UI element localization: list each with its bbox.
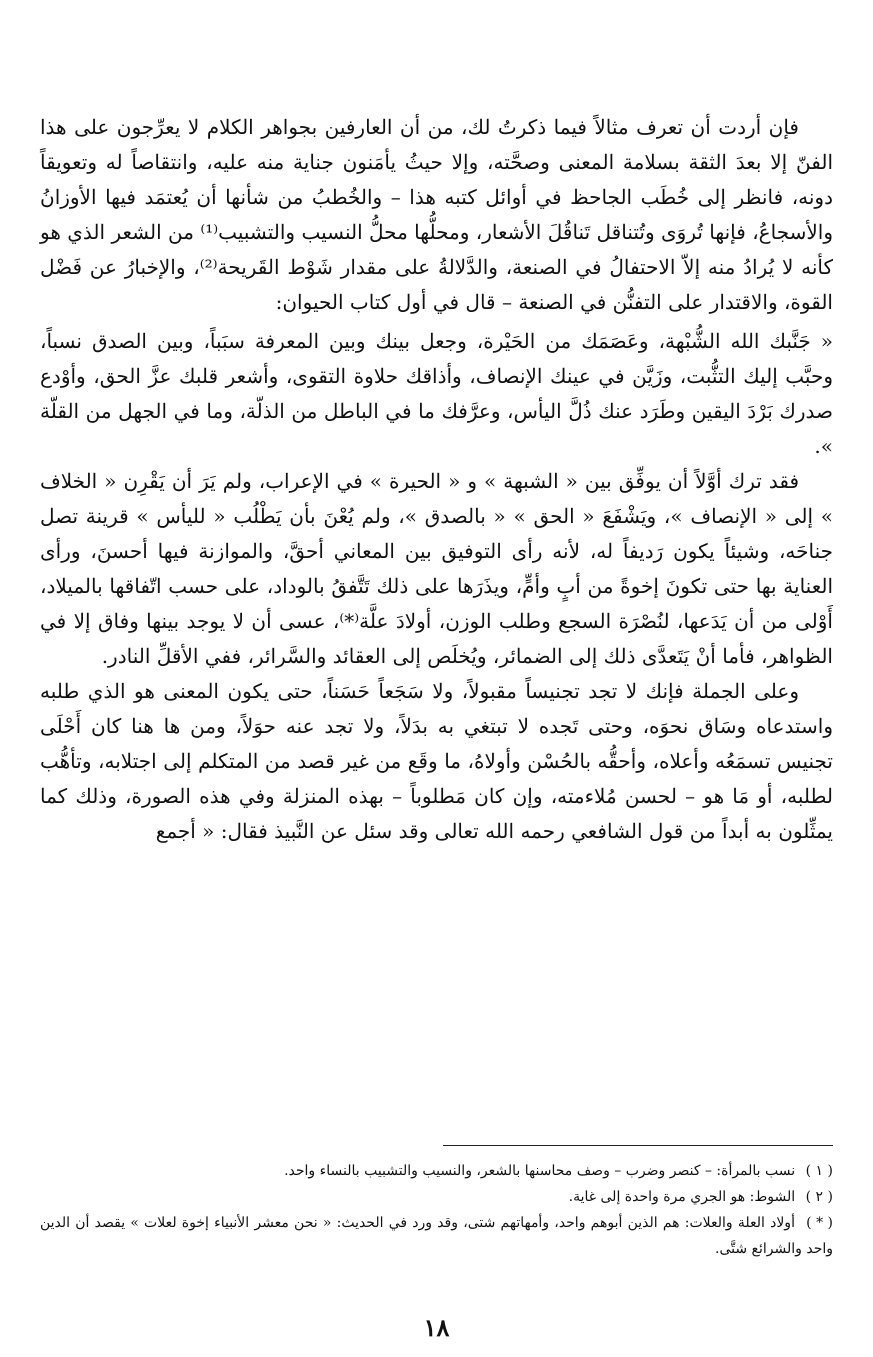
- footnote-marker: ( ٢ ): [805, 1189, 833, 1205]
- paragraph: فقد ترك أوَّلاً أن يوفِّق بين « الشبهة » و « الحيرة » في الإعراب، ولم يَرَ أن يَقْرِن « الخلاف » إلى « الإنصاف »، ويَشْفَعَ « الحق » « بالصدق »، ولم يُعْنَ بأن يَطْلُب « لليأس » قرينة تصل جناحَه، وشيئاً يكون رَديفاً له، لأنه رأى التوفيق بين المعاني أحقَّ، والموازنة فيها أحسنَ، ورأى العناية بها حتى تكونَ إخوةً من أبٍ وأمٍّ، ويذَرَها على ذلك تَتَّفقُ بالوداد، على حسب اتّفاقها بالميلاد، أَوْلى من أن يَدَعها، لنُصْرَة السجع وطلب الوزن، أولادَ علَّة⁽*⁾، عسى أن لا يوجد بينها وفاق إلا في الظواهر، فأما أنْ يَتَعدَّى ذلك إلى الضمائر، ويُخلَص إلى العقائد والسَّرائر، ففي الأقلِّ النادر.: [40, 469, 833, 668]
- footnote-text: الشوط: هو الجري مرة واحدة إلى غاية.: [568, 1189, 796, 1205]
- main-text: [40, 110, 833, 849]
- footnote-divider: [443, 1145, 833, 1146]
- footnote: [40, 1158, 833, 1184]
- page-number: ١٨: [423, 1313, 450, 1342]
- paragraph: وعلى الجملة فإنك لا تجد تجنيساً مقبولاً، ولا سَجَعاً حَسَناً، حتى يكون المعنى هو الذي طلبه واستدعاه وسَاق نحوَه، وحتى تَجده لا تبتغي به بدَلاً، ولا تجد عنه حوَلاً، ومن ها هنا كان أَحْلَى تجنيس تسمَعُه وأعلاه، وأحقُّه بالحُسْن وأولاهُ، ما وقَع من غير قصد من المتكلم إلى اجتلابه، وتأهُّب لطلبه، أو مَا هو – لحسن مُلاءمته، وإن كان مَطلوباً – بهذه المنزلة وفي هذه الصورة، وذلك كما يمثِّلون به أبداً من قول الشافعي رحمه الله تعالى وقد سئل عن النَّبيذ فقال: « أجمع: [40, 679, 833, 843]
- paragraph: فإن أردت أن تعرف مثالاً فيما ذكرتُ لك، من أن العارفين بجواهر الكلام لا يعرِّجون على هذا الفنّ إلا بعدَ الثقة بسلامة المعنى وصحَّته، وإلا حيثُ يأمَنون جناية منه عليه، وانتقاصاً له وتعويقاً دونه، فانظر إلى خُطَب الجاحظ في أوائل كتبه هذا – والخُطبُ من شأنها أن يُعتمَد فيها الأوزانُ والأسجاعُ، فإنها تُروَى وتُتناقل تَناقُلَ الأشعار، ومحلُّها محلُّ النسيب والتشبيب⁽¹⁾ من الشعر الذي هو كأنه لا يُرادُ منه إلاّ الاحتفالُ في الصنعة، والدَّلالةُ على مقدار شَوْط القَريحة⁽²⁾، والإخبارُ عن فَضْل القوة، والاقتدار على التفنُّن في الصنعة – قال في أول كتاب الحيوان:: [40, 115, 834, 314]
- footnote-text: نسب بالمرأة: – كنصر وضرب – وصف محاسنها بالشعر، والنسيب والتشبيب بالنساء واحد.: [284, 1163, 796, 1179]
- footnote-marker: ( ١ ): [805, 1163, 833, 1179]
- footnote: [40, 1184, 833, 1210]
- quoted-paragraph: « جَنَّبك الله الشُّبْهة، وعَصَمَك من الحَيْرة، وجعل بينك وبين المعرفة سبَباً، وبين الصدق نسباً، وحبَّب إليك التثُّبت، وزَيَّن في عينك الإنصاف، وأذاقك حلاوة التقوى، وأشعر قلبك عزَّ الحق، وأوْدع صدرك بَرْدَ اليقين وطَرَد عنك ذُلَّ اليأس، وعرَّفك ما في الباطل من الذلّة، وما في الجهل من القلّة ».: [40, 329, 833, 458]
- footnote: [40, 1210, 833, 1262]
- footnote-marker: ( * ): [806, 1215, 833, 1231]
- book-page: [40, 110, 833, 1357]
- footnotes: [40, 1158, 833, 1262]
- footnote-text: أولاد العلة والعلات: هم الذين أبوهم واحد، وأمهاتهم شتى، وقد ورد في الحديث: « نحن معشر الأنبياء إخوة لعلات » يقصد أن الدين واحد والشرائع شتَّى.: [40, 1215, 833, 1257]
